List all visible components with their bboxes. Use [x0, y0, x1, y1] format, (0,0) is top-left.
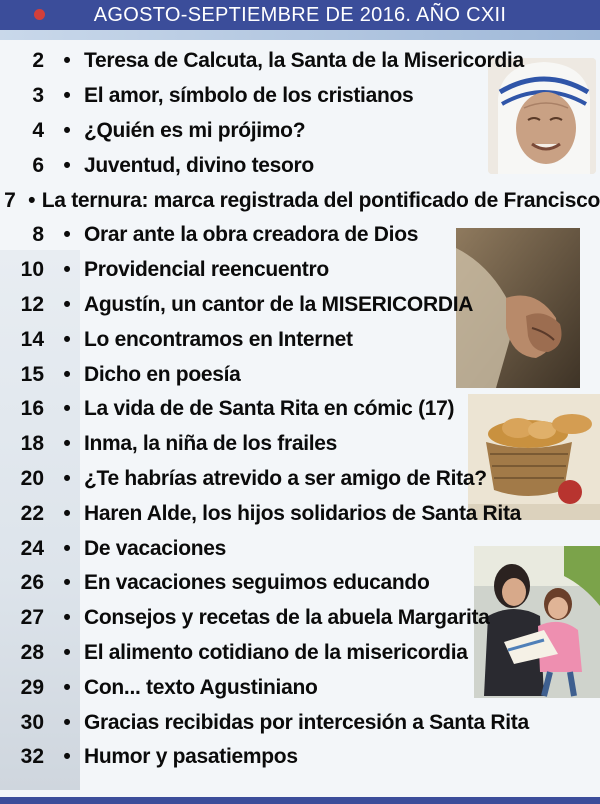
article-title: De vacaciones [84, 536, 227, 560]
article-title: Haren Alde, los hijos solidarios de Santa Rita [84, 501, 522, 525]
article-title: En vacaciones seguimos educando [84, 571, 430, 595]
page-number: 29 [20, 675, 44, 699]
article-title: Con... texto Agustiniano [84, 675, 318, 699]
article-title: ¿Quién es mi prójimo? [84, 118, 306, 142]
toc-entry [0, 79, 600, 114]
toc-entry [0, 44, 600, 79]
bullet-icon: • [28, 188, 36, 212]
toc-entry [0, 531, 600, 566]
issue-title: AGOSTO-SEPTIEMBRE DE 2016. AÑO CXII [93, 3, 507, 26]
article-title: Inma, la niña de los frailes [84, 432, 338, 456]
article-title: El amor, símbolo de los cristianos [84, 84, 414, 108]
toc-entry [0, 462, 600, 497]
article-title: El alimento cotidiano de la misericordia [84, 640, 468, 664]
article-title: Consejos y recetas de la abuela Margarita [84, 606, 490, 630]
page-number: 18 [20, 432, 44, 456]
toc-entry [0, 322, 600, 357]
bullet-icon: • [63, 362, 71, 386]
article-title: La vida de de Santa Rita en cómic (17) [84, 397, 455, 421]
page-number: 24 [20, 536, 44, 560]
page-number: 7 [4, 188, 16, 212]
bullet-icon: • [63, 292, 71, 316]
toc-entry [0, 427, 600, 462]
bullet-icon: • [63, 49, 71, 73]
toc-entry [0, 705, 600, 740]
page-number: 22 [20, 501, 44, 525]
article-title: Juventud, divino tesoro [84, 153, 314, 177]
toc-entry [0, 357, 600, 392]
page-number: 15 [20, 362, 44, 386]
toc-entry [0, 148, 600, 183]
article-title: La ternura: marca registrada del pontificado de Francisco [41, 188, 600, 212]
page-number: 2 [32, 49, 44, 73]
article-title: Dicho en poesía [84, 362, 241, 386]
bullet-icon: • [63, 397, 71, 421]
bullet-icon: • [63, 675, 71, 699]
article-title: ¿Te habrías atrevido a ser amigo de Rita? [84, 466, 487, 490]
issue-header [0, 0, 600, 30]
bullet-icon: • [63, 501, 71, 525]
page-number: 32 [20, 745, 44, 769]
article-title: Humor y pasatiempos [84, 745, 298, 769]
bullet-icon: • [63, 432, 71, 456]
footer-band [0, 797, 600, 804]
page-number: 30 [20, 710, 44, 734]
page-number: 14 [20, 327, 44, 351]
article-title: Agustín, un cantor de la MISERICORDIA [84, 292, 474, 316]
bullet-icon: • [63, 223, 71, 247]
table-of-contents [0, 44, 600, 775]
bullet-icon: • [63, 118, 71, 142]
page-number: 12 [20, 292, 44, 316]
toc-entry [0, 183, 600, 218]
page-number: 4 [32, 118, 44, 142]
bullet-icon: • [63, 327, 71, 351]
article-title: Orar ante la obra creadora de Dios [84, 223, 419, 247]
bullet-icon: • [63, 84, 71, 108]
bullet-icon: • [63, 640, 71, 664]
toc-entry [0, 670, 600, 705]
toc-entry [0, 114, 600, 149]
article-title: Lo encontramos en Internet [84, 327, 353, 351]
bullet-icon: • [63, 466, 71, 490]
bullet-icon: • [63, 258, 71, 282]
bullet-icon: • [63, 536, 71, 560]
page-number: 10 [20, 258, 44, 282]
toc-entry [0, 288, 600, 323]
article-title: Teresa de Calcuta, la Santa de la Misericordia [84, 49, 524, 73]
bullet-icon: • [63, 571, 71, 595]
toc-entry [0, 566, 600, 601]
bullet-icon: • [63, 153, 71, 177]
bullet-icon: • [63, 745, 71, 769]
toc-entry [0, 601, 600, 636]
bullet-icon: • [63, 606, 71, 630]
toc-entry [0, 740, 600, 775]
toc-entry [0, 218, 600, 253]
toc-entry [0, 496, 600, 531]
red-dot-icon [34, 9, 45, 20]
page-number: 8 [32, 223, 44, 247]
page-number: 3 [32, 84, 44, 108]
page-number: 27 [20, 606, 44, 630]
page-number: 6 [32, 153, 44, 177]
article-title: Providencial reencuentro [84, 258, 329, 282]
page-number: 28 [20, 640, 44, 664]
page-number: 26 [20, 571, 44, 595]
header-subband [0, 30, 600, 40]
article-title: Gracias recibidas por intercesión a Santa Rita [84, 710, 529, 734]
toc-entry [0, 392, 600, 427]
page-number: 16 [20, 397, 44, 421]
page-number: 20 [20, 466, 44, 490]
bullet-icon: • [63, 710, 71, 734]
toc-entry [0, 253, 600, 288]
toc-entry [0, 636, 600, 671]
